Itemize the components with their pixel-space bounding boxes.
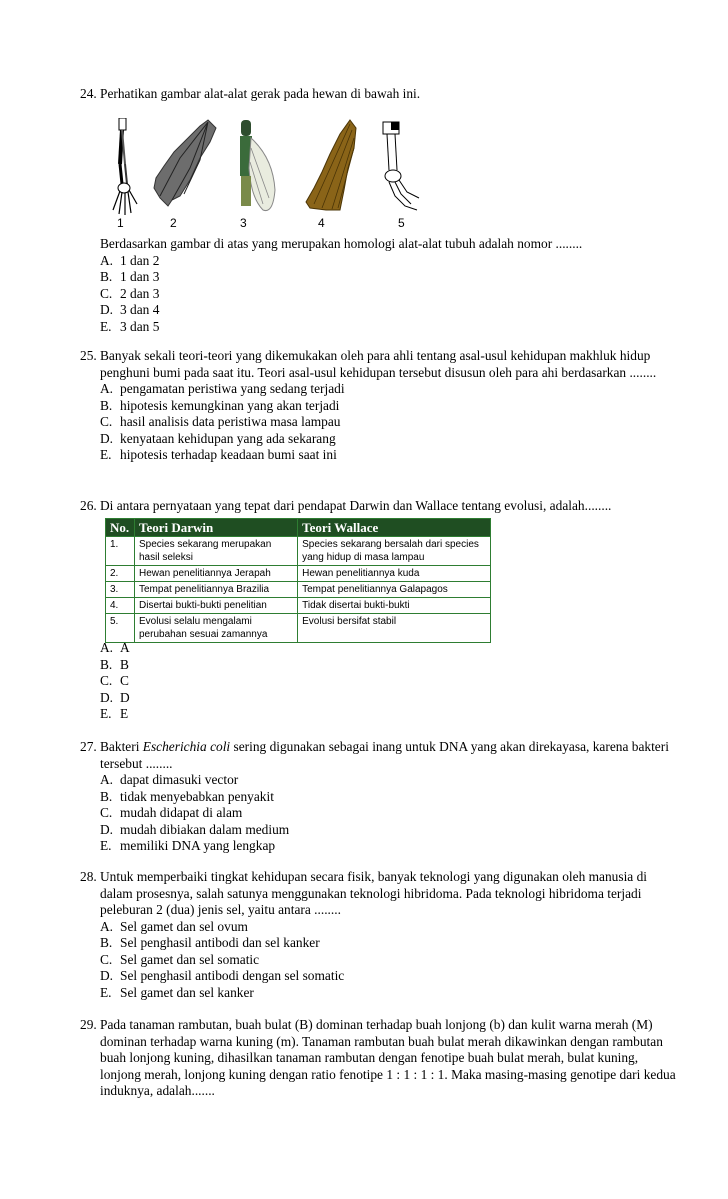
- bird-wing-image: [300, 118, 360, 218]
- table-row: [106, 582, 491, 598]
- table-cell: 2.: [106, 566, 135, 582]
- option-a: A. A: [100, 640, 130, 655]
- question-26: [80, 498, 680, 515]
- horse-leg-skeleton-image: [375, 118, 425, 218]
- question-number: 29.: [80, 1017, 97, 1032]
- option-d: D. kenyataan kehidupan yang ada sekarang: [100, 430, 336, 446]
- question-26-options: [80, 640, 680, 723]
- option-c: C. 2 dan 3: [100, 285, 160, 301]
- table-cell: 3.: [106, 582, 135, 598]
- table-row: [106, 614, 491, 643]
- table-header: No.: [106, 519, 135, 537]
- option-e: E. E: [100, 706, 129, 721]
- question-prompt: Berdasarkan gambar di atas yang merupakan homologi alat-alat tubuh adalah nomor ........: [100, 236, 583, 251]
- human-arm-skeleton-image: [105, 118, 145, 218]
- option-e: E. hipotesis terhadap keadaan bumi saat ini: [100, 447, 337, 462]
- option-b: B. B: [100, 656, 129, 672]
- question-number: 26.: [80, 498, 97, 513]
- option-b: B. hipotesis kemungkinan yang akan terjadi: [100, 397, 340, 413]
- question-text: Bakteri Escherichia coli sering digunakan sebagai inang untuk DNA yang akan direkayasa, karena bakteri tersebut ........: [100, 739, 669, 771]
- table-cell: Evolusi selalu mengalami perubahan sesuai zamannya: [135, 614, 298, 643]
- question-number: 28.: [80, 869, 97, 884]
- figure-label: 3: [240, 216, 247, 230]
- table-header: Teori Darwin: [135, 519, 298, 537]
- question-text: Untuk memperbaiki tingkat kehidupan secara fisik, banyak teknologi yang digunakan oleh manusia di dalam prosesnya, salah satunya menggunakan teknologi hibridoma. Pada teknologi hibridoma terjadi peleburan 2 (dua) jenis sel, yaitu antara ........: [100, 869, 648, 917]
- table-cell: 5.: [106, 614, 135, 643]
- option-c: C. C: [100, 673, 129, 688]
- question-24-prompt: [80, 236, 680, 335]
- table-cell: 1.: [106, 537, 135, 566]
- table-cell: Tempat penelitiannya Brazilia: [135, 582, 298, 598]
- figure-label: 2: [170, 216, 177, 230]
- option-d: D. mudah dibiakan dalam medium: [100, 821, 290, 837]
- table-cell: Tidak disertai bukti-bukti: [298, 598, 491, 614]
- question-number: 25.: [80, 348, 97, 363]
- table-cell: 4.: [106, 598, 135, 614]
- question-text: Banyak sekali teori-teori yang dikemukakan oleh para ahli tentang asal-usul kehidupan makhluk hidup penghuni bumi pada saat itu. Teori asal-usul kehidupan tersebut disusun oleh para ahi berdasarkan ........: [100, 348, 657, 380]
- question-text: Perhatikan gambar alat-alat gerak pada hewan di bawah ini.: [100, 86, 421, 101]
- option-d: D. D: [100, 689, 130, 705]
- table-row: [106, 537, 491, 566]
- option-d: D. 3 dan 4: [100, 302, 160, 317]
- question-number: 24.: [80, 86, 97, 101]
- insect-wing-image: [235, 118, 280, 218]
- option-a: A. 1 dan 2: [100, 252, 160, 268]
- option-e: E. Sel gamet dan sel kanker: [100, 984, 254, 1000]
- question-25: [80, 348, 680, 464]
- question-text: Di antara pernyataan yang tepat dari pendapat Darwin dan Wallace tentang evolusi, adalah........: [100, 498, 612, 513]
- option-d: D. Sel penghasil antibodi dengan sel somatic: [100, 968, 345, 983]
- option-b: B. tidak menyebabkan penyakit: [100, 788, 274, 804]
- limb-figures: [100, 118, 440, 230]
- question-text: Pada tanaman rambutan, buah bulat (B) dominan terhadap buah lonjong (b) dan kulit warna merah (M) dominan terhadap warna kuning (m). Tanaman rambutan buah bulat merah dikawinkan dengan rambutan buah lonjong kuning, dihasilkan tanaman rambutan dengan fenotipe buah bulat merah, bulat kuning, lonjong merah, lonjong kuning dengan ratio fenotipe 1 : 1 : 1 : 1. Maka masing-masing genotipe dari kedua induknya, adalah.......: [100, 1017, 676, 1098]
- option-e: E. memiliki DNA yang lengkap: [100, 838, 276, 853]
- option-c: C. Sel gamet dan sel somatic: [100, 951, 260, 967]
- table-row: [106, 566, 491, 582]
- question-29: [80, 1017, 680, 1100]
- table-cell: Tempat penelitiannya Galapagos: [298, 582, 491, 598]
- option-b: B. 1 dan 3: [100, 269, 160, 284]
- figure-label: 4: [318, 216, 325, 230]
- table-cell: Species sekarang bersalah dari species yang hidup di masa lampau: [298, 537, 491, 566]
- option-a: A. dapat dimasuki vector: [100, 772, 239, 787]
- figure-label: 1: [117, 216, 124, 230]
- question-number: 27.: [80, 739, 97, 754]
- option-b: B. Sel penghasil antibodi dan sel kanker: [100, 935, 320, 950]
- option-e: E. 3 dan 5: [100, 318, 160, 334]
- darwin-wallace-table: [105, 518, 491, 643]
- question-24: [80, 86, 680, 103]
- table-cell: Disertai bukti-bukti penelitian: [135, 598, 298, 614]
- question-27: [80, 739, 680, 855]
- table-row: [106, 598, 491, 614]
- option-c: C. mudah didapat di alam: [100, 805, 243, 820]
- table-cell: Evolusi bersifat stabil: [298, 614, 491, 643]
- option-a: A. Sel gamet dan sel ovum: [100, 918, 248, 934]
- question-28: [80, 869, 680, 1001]
- option-c: C. hasil analisis data peristiwa masa lampau: [100, 414, 341, 429]
- bat-wing-image: [150, 118, 220, 218]
- table-cell: Hewan penelitiannya Jerapah: [135, 566, 298, 582]
- option-a: A. pengamatan peristiwa yang sedang terjadi: [100, 381, 345, 396]
- table-header-row: [106, 519, 491, 537]
- table-header: Teori Wallace: [298, 519, 491, 537]
- species-name: Escherichia coli: [142, 739, 231, 754]
- figure-label: 5: [398, 216, 405, 230]
- table-cell: Species sekarang merupakan hasil seleksi: [135, 537, 298, 566]
- table-cell: Hewan penelitiannya kuda: [298, 566, 491, 582]
